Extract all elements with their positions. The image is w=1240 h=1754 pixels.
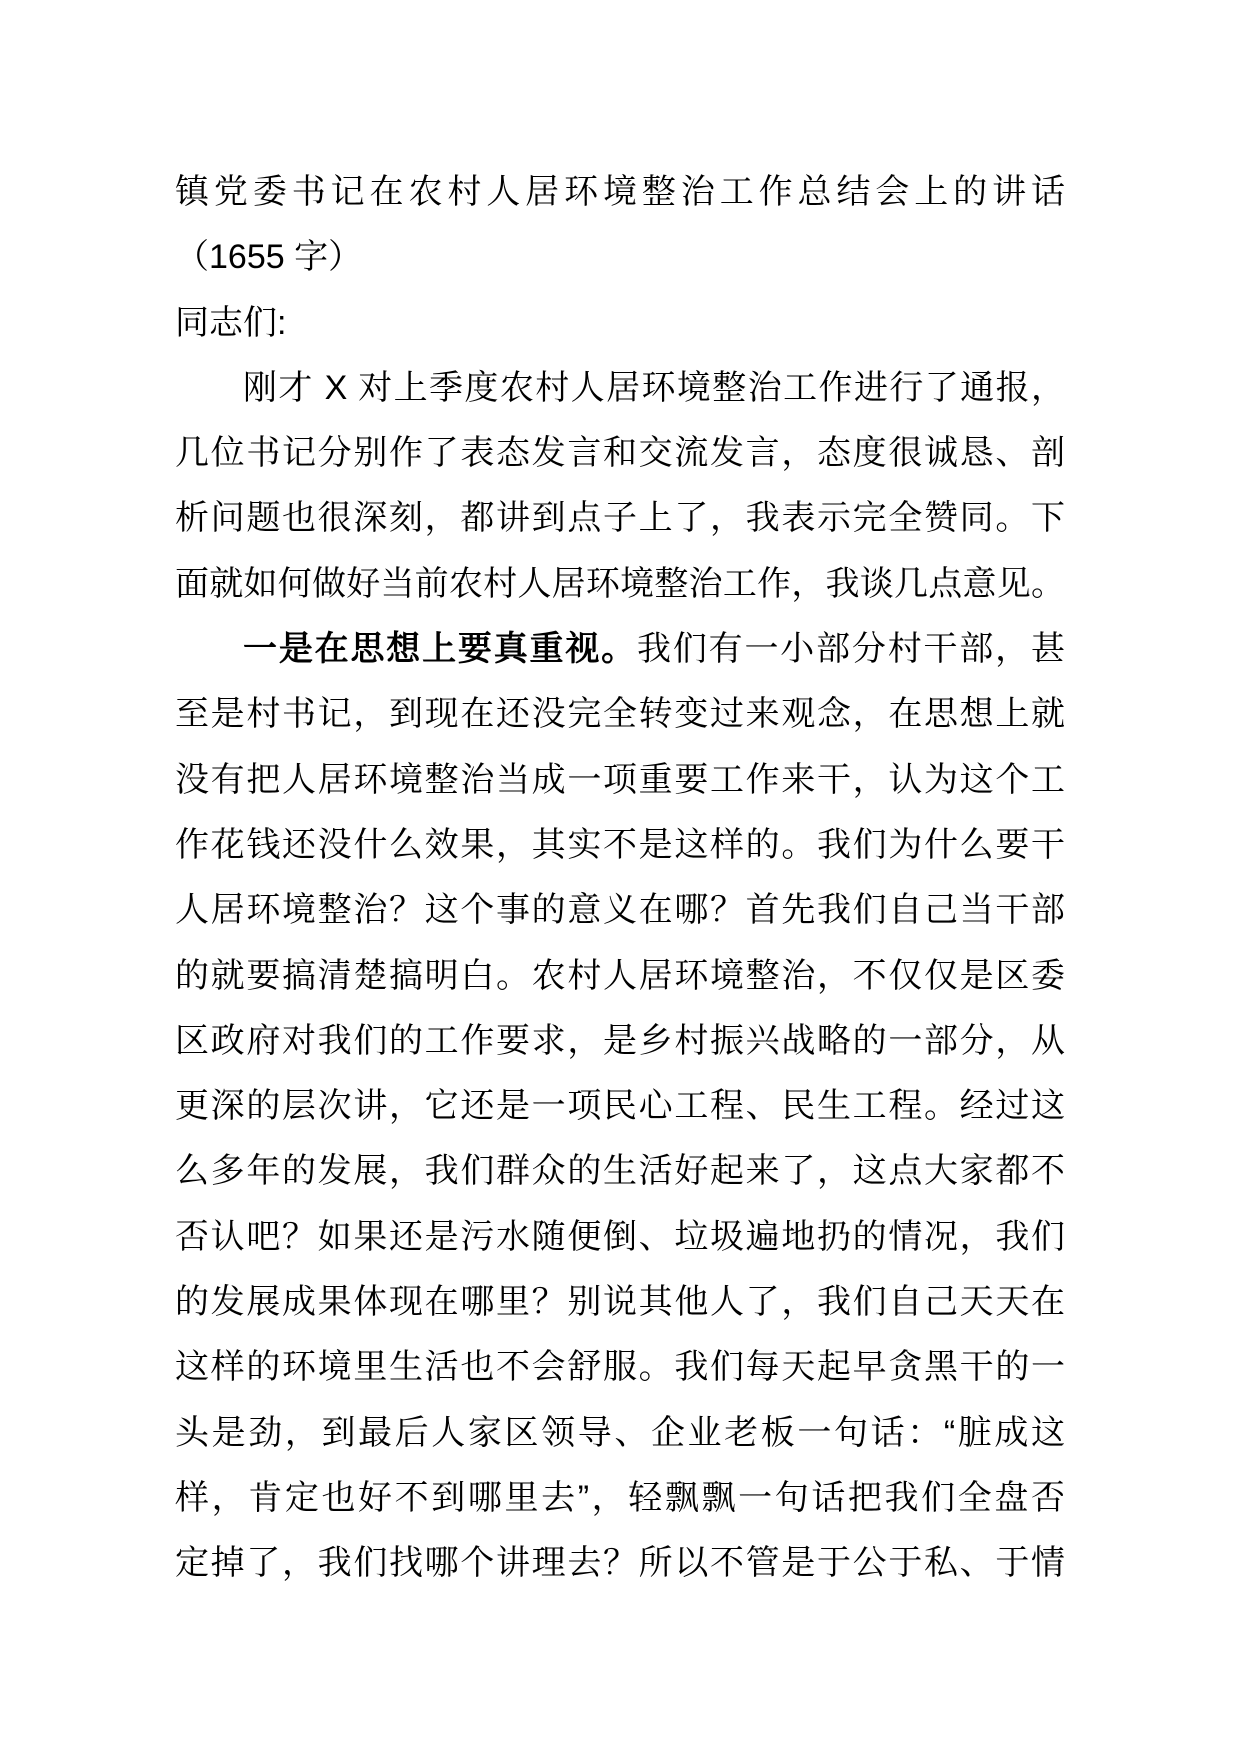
line-text: 作花钱还没什么效果，其实不是这样的。我们为什么要干	[175, 825, 1065, 864]
text-line	[175, 878, 1065, 943]
text-line	[175, 617, 1065, 682]
line-text: 么多年的发展，我们群众的生活好起来了，这点大家都不	[175, 1152, 1065, 1191]
text-line	[175, 421, 1065, 486]
text-line	[175, 486, 1065, 551]
text-line	[175, 1531, 1065, 1596]
line-text: 没有把人居环境整治当成一项重要工作来干，认为这个工	[175, 760, 1065, 799]
line-text: 析问题也很深刻，都讲到点子上了，我表示完全赞同。下	[175, 499, 1065, 538]
text-line	[175, 813, 1065, 878]
document-title-word-count	[175, 225, 1065, 290]
line-text: 否认吧？如果还是污水随便倒、垃圾遍地扔的情况，我们	[175, 1217, 1065, 1256]
document-title	[175, 160, 1065, 225]
line-text: 面就如何做好当前农村人居环境整治工作，我谈几点意见。	[175, 564, 1065, 603]
line-text: 至是村书记，到现在还没完全转变过来观念，在思想上就	[175, 695, 1065, 734]
line-text: （1655 字）	[175, 238, 363, 277]
line-text: 我们有一小部分村干部，甚	[637, 630, 1065, 669]
line-text: 同志们:	[175, 303, 287, 342]
salutation	[175, 291, 1065, 356]
text-line	[175, 1270, 1065, 1335]
line-text: 刚才 X 对上季度农村人居环境整治工作进行了通报，	[243, 368, 1065, 407]
line-text: 样，肯定也好不到哪里去”，轻飘飘一句话把我们全盘否	[175, 1478, 1065, 1517]
bold-lead-sentence: 一是在思想上要真重视。	[243, 630, 637, 669]
line-text: 人居环境整治？这个事的意义在哪？首先我们自己当干部	[175, 891, 1065, 930]
document-lines	[175, 160, 1065, 1597]
text-line	[175, 682, 1065, 747]
text-line	[175, 1466, 1065, 1531]
line-text: 头是劲，到最后人家区领导、企业老板一句话：“脏成这	[175, 1413, 1065, 1452]
text-line	[175, 944, 1065, 1009]
text-line	[175, 748, 1065, 813]
line-text: 定掉了，我们找哪个讲理去？所以不管是于公于私、于情	[175, 1544, 1065, 1583]
text-line	[175, 1205, 1065, 1270]
line-text: 几位书记分别作了表态发言和交流发言，态度很诚恳、剖	[175, 434, 1065, 473]
text-line	[175, 1139, 1065, 1204]
text-line	[175, 1074, 1065, 1139]
text-line	[175, 1335, 1065, 1400]
line-text: 的就要搞清楚搞明白。农村人居环境整治，不仅仅是区委	[175, 956, 1065, 995]
line-text: 这样的环境里生活也不会舒服。我们每天起早贪黑干的一	[175, 1348, 1065, 1387]
line-text: 区政府对我们的工作要求，是乡村振兴战略的一部分，从	[175, 1021, 1065, 1060]
line-text: 更深的层次讲，它还是一项民心工程、民生工程。经过这	[175, 1087, 1065, 1126]
text-line	[175, 1009, 1065, 1074]
line-text: 的发展成果体现在哪里？别说其他人了，我们自己天天在	[175, 1283, 1065, 1322]
text-line	[175, 552, 1065, 617]
text-line	[175, 356, 1065, 421]
line-text: 镇党委书记在农村人居环境整治工作总结会上的讲话	[175, 173, 1065, 211]
text-line	[175, 1401, 1065, 1466]
